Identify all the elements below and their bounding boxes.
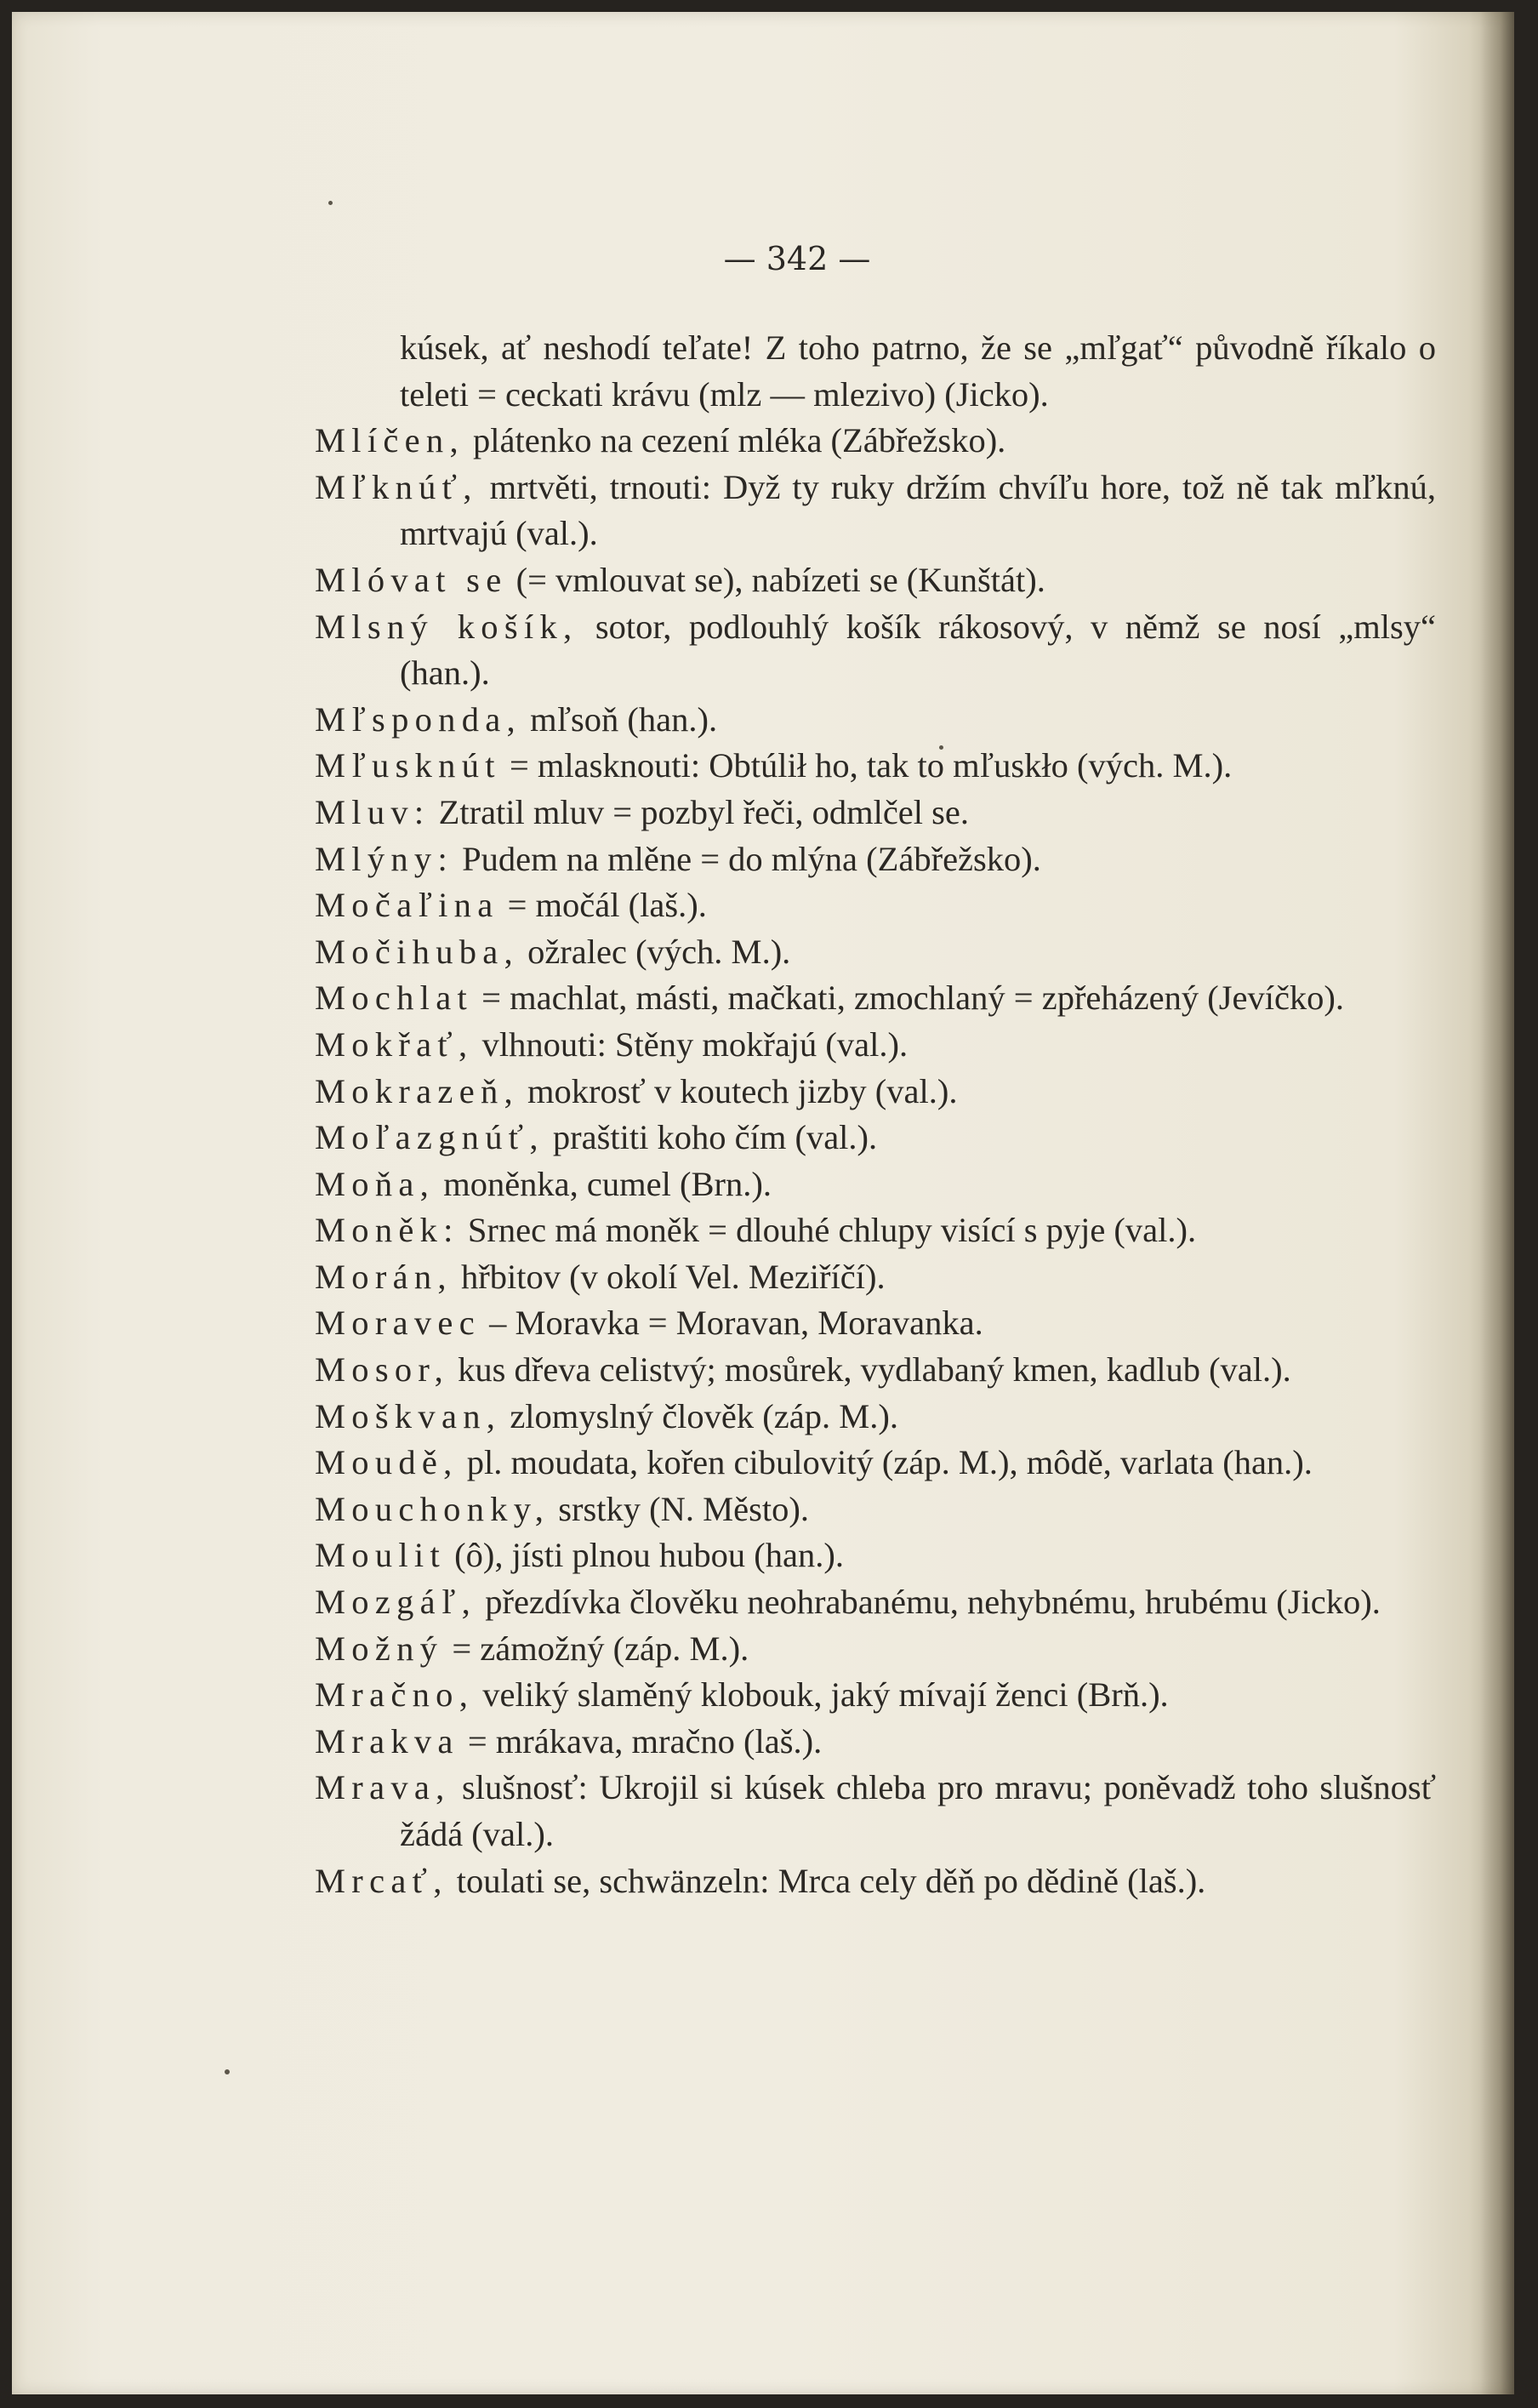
entry-definition: sotor, podlouhlý košík rákosový, v němž se nosí „mlsy“ (han.). (400, 607, 1436, 693)
dictionary-entry (315, 975, 1436, 1022)
ink-speck (225, 2069, 230, 2074)
entry-definition: = mlasknouti: Obtúlił ho, tak to mľuskło (vých. M.). (500, 746, 1233, 785)
entry-headword: Moravec (315, 1304, 481, 1343)
entry-definition: pl. moudata, kořen cibulovitý (záp. M.), môdě, varlata (han.). (458, 1443, 1313, 1482)
entry-definition: = močál (laš.). (498, 886, 707, 925)
entry-headword: Mlýny: (315, 839, 454, 878)
entry-definition: zlomyslný člověk (záp. M.). (501, 1396, 898, 1435)
entry-headword: Moulit (315, 1536, 447, 1575)
entry-definition: slušnosť: Ukrojil si kúsek chleba pro mravu; poněvadž toho slušnosť žádá (val.). (400, 1768, 1436, 1853)
entry-headword: Mokřať, (315, 1024, 474, 1064)
entry-headword: Moňa, (315, 1164, 436, 1203)
entry-definition: ožralec (vých. M.). (518, 932, 791, 971)
dictionary-entry (315, 1254, 1436, 1301)
entry-headword: Moudě, (315, 1443, 459, 1482)
dictionary-entry (315, 465, 1436, 557)
entry-definition: moněnka, cumel (Brn.). (435, 1164, 772, 1203)
dictionary-entry (315, 1440, 1436, 1486)
dictionary-entry (315, 604, 1436, 697)
entry-headword: Moškvan, (315, 1396, 502, 1435)
intro-paragraph: kúsek, ať neshodí teľate! Z toho patrno, že se „mľgať“ původně říkalo o teleti = ceckati krávu (mlz — mlezivo) (Jicko). (400, 328, 1436, 414)
entry-definition: mrtvěti, trnouti: Dyž ty ruky držím chvíľu hore, tož ně tak mľknú, mrtvajú (val.). (400, 467, 1436, 553)
dictionary-entry (315, 1858, 1436, 1905)
dictionary-entry (315, 1161, 1436, 1208)
entry-headword: Močihuba, (315, 932, 519, 971)
dictionary-entry (315, 557, 1436, 604)
dictionary-entry (315, 1486, 1436, 1533)
entry-headword: Mokrazeň, (315, 1071, 519, 1110)
dictionary-entry (315, 1672, 1436, 1719)
page-edge-shadow (1480, 12, 1514, 2394)
entry-headword: Mlíčen, (315, 421, 464, 460)
entry-definition: přezdívka člověku neohrabanému, nehybnému, hrubému (Jicko). (476, 1583, 1381, 1622)
dictionary-entry (315, 790, 1436, 836)
ink-speck (328, 201, 333, 205)
entry-definition: plátenko na cezení mléka (Zábřežsko). (464, 421, 1006, 460)
dictionary-entry (315, 743, 1436, 790)
entry-list (315, 418, 1436, 1904)
dictionary-entry (315, 882, 1436, 929)
dictionary-entry (315, 1207, 1436, 1254)
entry-headword: Mosor, (315, 1350, 450, 1389)
entry-definition: (= vmlouvat se), nabízeti se (Kunštát). (507, 560, 1045, 599)
entry-definition: hřbitov (v okolí Vel. Meziříčí). (452, 1257, 886, 1296)
entry-headword: Mľusknút (315, 746, 501, 785)
entry-headword: Mľsponda, (315, 699, 521, 739)
dictionary-text (315, 325, 1436, 1904)
dictionary-entry (315, 1115, 1436, 1161)
entry-definition: mľsoň (han.). (521, 699, 718, 739)
entry-headword: Moněk: (315, 1211, 459, 1250)
entry-headword: Morán, (315, 1257, 453, 1296)
dictionary-entry (315, 1347, 1436, 1394)
entry-definition: mokrosť v koutech jizby (val.). (518, 1071, 958, 1110)
entry-headword: Mrcať, (315, 1861, 448, 1900)
dictionary-entry (315, 1532, 1436, 1579)
entry-headword: Mouchonky, (315, 1489, 550, 1528)
dictionary-entry (315, 1579, 1436, 1626)
entry-definition: kus dřeva celistvý; mosůrek, vydlabaný kmen, kadlub (val.). (449, 1350, 1291, 1389)
dictionary-entry (315, 1719, 1436, 1766)
dictionary-entry (315, 836, 1436, 883)
entry-definition: – Moravka = Moravan, Moravanka. (480, 1304, 983, 1343)
entry-headword: Mlóvat se (315, 560, 508, 599)
dictionary-entry (315, 1765, 1436, 1857)
entry-headword: Močaľina (315, 886, 499, 925)
entry-headword: Možný (315, 1629, 444, 1668)
entry-headword: Mluv: (315, 792, 430, 831)
entry-definition: veliký slaměný klobouk, jaký mívají ženci (Brň.). (474, 1675, 1169, 1715)
entry-headword: Moľazgnúť, (315, 1118, 544, 1157)
entry-definition: Pudem na mlěne = do mlýna (Zábřežsko). (453, 839, 1041, 878)
entry-definition: = mrákava, mračno (laš.). (459, 1721, 823, 1760)
entry-definition: Ztratil mluv = pozbyl řeči, odmlčel se. (430, 792, 970, 831)
dictionary-entry (315, 697, 1436, 744)
dictionary-entry (315, 929, 1436, 976)
dictionary-entry (315, 1069, 1436, 1116)
entry-headword: Mračno, (315, 1675, 475, 1715)
entry-definition: toulati se, schwänzeln: Mrca cely děň po dědině (laš.). (447, 1861, 1206, 1900)
book-page (12, 12, 1514, 2394)
dictionary-entry (315, 1022, 1436, 1069)
dictionary-entry (315, 1394, 1436, 1441)
page-number: — 342 — (723, 240, 871, 277)
entry-headword: Mozgáľ, (315, 1583, 477, 1622)
entry-headword: Mrava, (315, 1768, 451, 1807)
entry-definition: vlhnouti: Stěny mokřajú (val.). (473, 1024, 909, 1064)
dictionary-entry (315, 1300, 1436, 1347)
entry-definition: praštiti koho čím (val.). (544, 1118, 878, 1157)
entry-definition: srstky (N. Město). (550, 1489, 809, 1528)
entry-definition: (ô), jísti plnou hubou (han.). (446, 1536, 844, 1575)
dictionary-entry (315, 1626, 1436, 1673)
entry-headword: Mrakva (315, 1721, 459, 1760)
entry-definition: Srnec má moněk = dlouhé chlupy visící s pyje (val.). (459, 1211, 1197, 1250)
entry-definition: = zámožný (záp. M.). (443, 1629, 749, 1668)
entry-headword: Mlsný košík, (315, 607, 578, 646)
entry-headword: Mochlat (315, 979, 473, 1018)
entry-definition: = machlat, másti, mačkati, zmochlaný = zpřeházený (Jevíčko). (473, 979, 1345, 1018)
entry-headword: Mľknúť, (315, 467, 478, 506)
dictionary-entry (315, 418, 1436, 465)
